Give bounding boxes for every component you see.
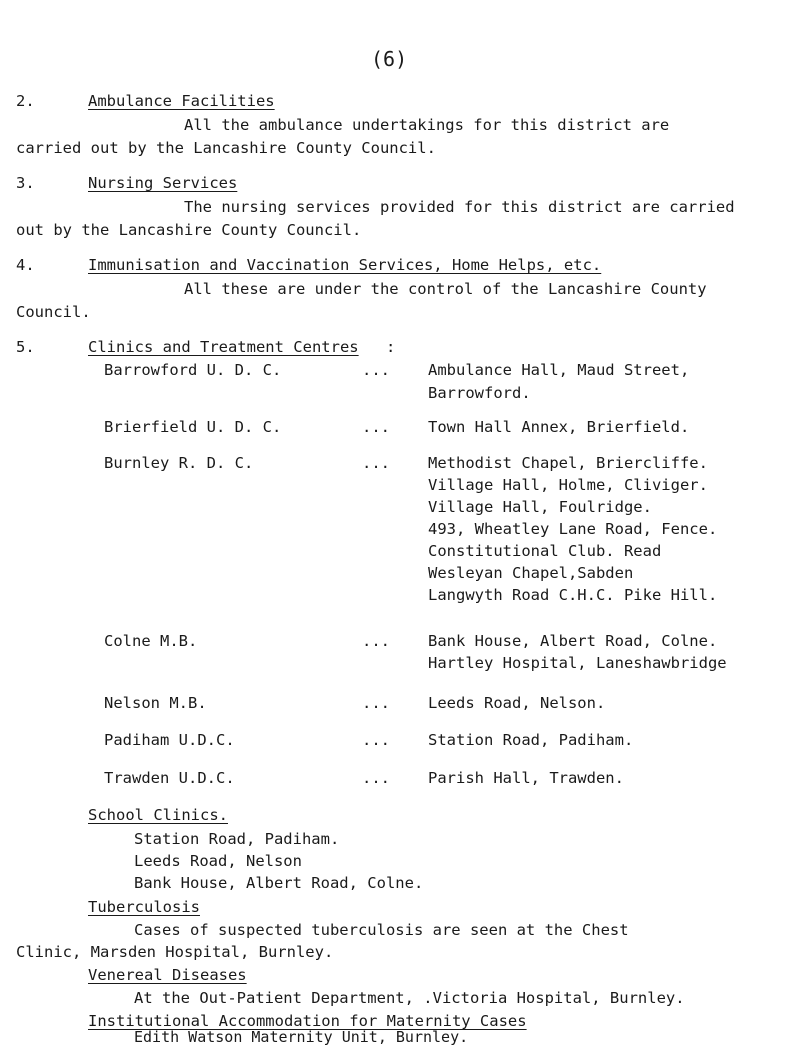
school-clinic-location: Station Road, Padiham. xyxy=(134,830,340,848)
section-3-line: out by the Lancashire County Council. xyxy=(16,221,362,239)
section-3-line: The nursing services provided for this district are carried xyxy=(184,198,735,216)
section-4-line: All these are under the control of the Lancashire County xyxy=(184,280,707,298)
clinic-location: Constitutional Club. Read xyxy=(428,542,662,560)
tuberculosis-line: Cases of suspected tuberculosis are seen at the Chest xyxy=(134,921,629,939)
maternity-heading: Institutional Accommodation for Maternity Cases xyxy=(88,1012,527,1030)
leader-dots: ... xyxy=(362,731,390,749)
clinic-authority: Nelson M.B. xyxy=(104,694,207,712)
section-5-colon: : xyxy=(386,338,396,356)
clinic-location: 493, Wheatley Lane Road, Fence. xyxy=(428,520,718,538)
clinic-location: Village Hall, Holme, Cliviger. xyxy=(428,476,708,494)
section-3-number: 3. xyxy=(16,174,35,192)
page-number: (6) xyxy=(371,47,408,71)
section-5-number: 5. xyxy=(16,338,35,356)
venereal-line: At the Out-Patient Department, .Victoria Hospital, Burnley. xyxy=(134,989,685,1007)
section-4-heading: Immunisation and Vaccination Services, Home Helps, etc. xyxy=(88,256,602,274)
clinic-authority: Trawden U.D.C. xyxy=(104,769,235,787)
clinic-authority: Burnley R. D. C. xyxy=(104,454,254,472)
section-4-line: Council. xyxy=(16,303,91,321)
venereal-heading: Venereal Diseases xyxy=(88,966,247,984)
clinic-authority: Brierfield U. D. C. xyxy=(104,418,282,436)
section-4-number: 4. xyxy=(16,256,35,274)
clinic-location: Station Road, Padiham. xyxy=(428,731,634,749)
clinic-location: Wesleyan Chapel,Sabden xyxy=(428,564,634,582)
section-2-line: All the ambulance undertakings for this district are xyxy=(184,116,670,134)
leader-dots: ... xyxy=(362,769,390,787)
clinic-authority: Padiham U.D.C. xyxy=(104,731,235,749)
clinic-location: Hartley Hospital, Laneshawbridge xyxy=(428,654,727,672)
clinic-authority: Barrowford U. D. C. xyxy=(104,361,282,379)
section-3-heading: Nursing Services xyxy=(88,174,238,192)
school-clinic-location: Bank House, Albert Road, Colne. xyxy=(134,874,424,892)
clinic-location: Parish Hall, Trawden. xyxy=(428,769,624,787)
section-2-line: carried out by the Lancashire County Council. xyxy=(16,139,436,157)
tuberculosis-line: Clinic, Marsden Hospital, Burnley. xyxy=(16,943,334,961)
school-clinic-location: Leeds Road, Nelson xyxy=(134,852,302,870)
leader-dots: ... xyxy=(362,694,390,712)
clinic-location: Village Hall, Foulridge. xyxy=(428,498,652,516)
section-5-heading: Clinics and Treatment Centres xyxy=(88,338,359,356)
section-2-heading: Ambulance Facilities xyxy=(88,92,275,110)
clinic-location: Barrowford. xyxy=(428,384,531,402)
clinic-location: Leeds Road, Nelson. xyxy=(428,694,606,712)
clinic-location: Bank House, Albert Road, Colne. xyxy=(428,632,718,650)
maternity-line: Edith Watson Maternity Unit, Burnley. xyxy=(134,1028,469,1046)
section-2-number: 2. xyxy=(16,92,35,110)
tuberculosis-heading: Tuberculosis xyxy=(88,898,200,916)
clinic-location: Methodist Chapel, Briercliffe. xyxy=(428,454,708,472)
clinic-location: Town Hall Annex, Brierfield. xyxy=(428,418,690,436)
leader-dots: ... xyxy=(362,454,390,472)
leader-dots: ... xyxy=(362,361,390,379)
leader-dots: ... xyxy=(362,418,390,436)
clinic-authority: Colne M.B. xyxy=(104,632,198,650)
clinic-location: Langwyth Road C.H.C. Pike Hill. xyxy=(428,586,718,604)
school-clinics-heading: School Clinics. xyxy=(88,806,228,824)
leader-dots: ... xyxy=(362,632,390,650)
clinic-location: Ambulance Hall, Maud Street, xyxy=(428,361,690,379)
